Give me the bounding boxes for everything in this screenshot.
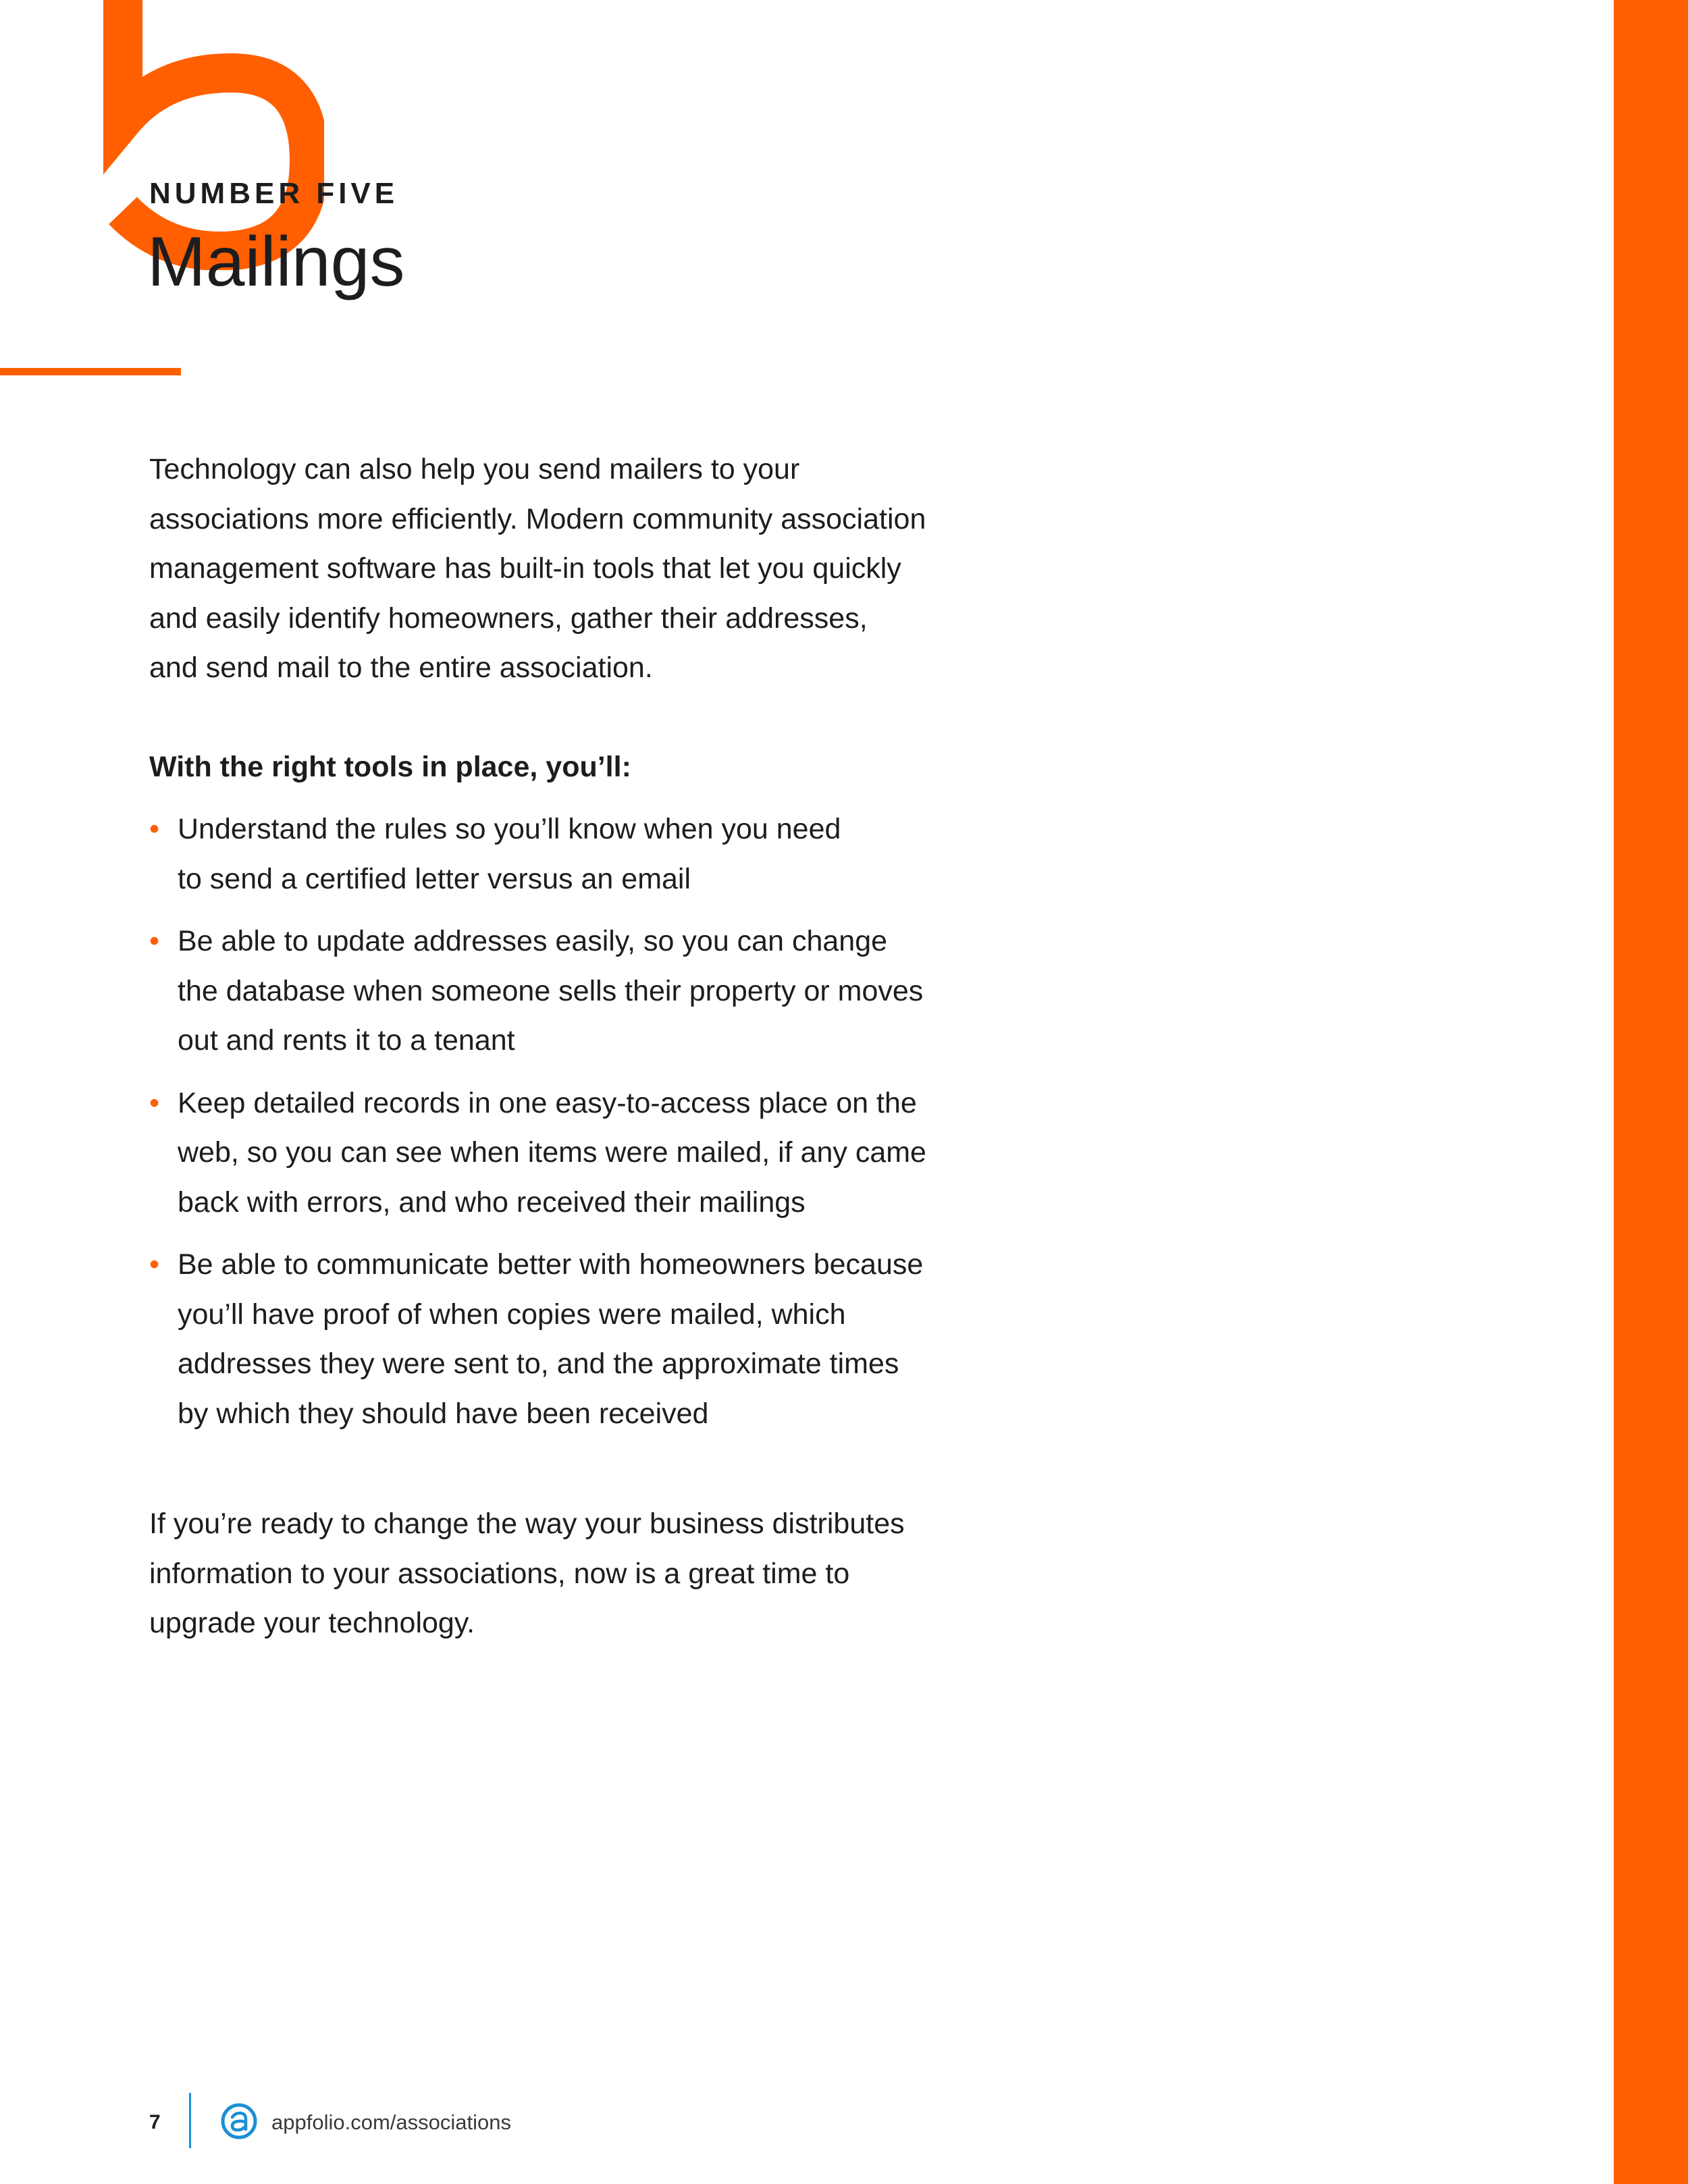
text-line: and send mail to the entire association. (149, 651, 653, 684)
text-line: associations more efficiently. Modern community association (149, 502, 926, 535)
list-item (149, 917, 1047, 1066)
text-line: by which they should have been received (178, 1397, 709, 1430)
text-line: Be able to update addresses easily, so you can change (178, 925, 888, 957)
page-number: 7 (149, 2111, 161, 2133)
page-title: Mailings (147, 223, 405, 301)
text-line: back with errors, and who received their mailings (178, 1186, 806, 1219)
footer-divider (189, 2093, 191, 2148)
list-item (149, 1079, 1047, 1228)
bullet-icon: • (149, 925, 160, 957)
text-line: addresses they were sent to, and the approximate times (178, 1348, 899, 1380)
text-line: upgrade your technology. (149, 1607, 475, 1639)
text-line: If you’re ready to change the way your business distributes (149, 1508, 905, 1540)
bullet-icon: • (149, 1086, 160, 1119)
footer-url[interactable]: appfolio.com/associations (271, 2110, 511, 2134)
bullet-icon: • (149, 1248, 160, 1281)
list-item (149, 805, 1047, 904)
text-line: you’ll have proof of when copies were mailed, which (178, 1298, 846, 1331)
text-line: Understand the rules so you’ll know when you need (178, 813, 841, 845)
text-line: Be able to communicate better with homeowners because (178, 1248, 924, 1281)
list-lead-in: With the right tools in place, you’ll: (149, 751, 631, 783)
text-line: the database when someone sells their property or moves (178, 974, 924, 1007)
bullet-icon: • (149, 813, 160, 845)
text-line: Keep detailed records in one easy-to-access place on the (178, 1086, 917, 1119)
intro-paragraph (149, 445, 1047, 693)
text-line: to send a certified letter versus an email (178, 862, 691, 895)
text-line: out and rents it to a tenant (178, 1024, 515, 1057)
section-eyebrow: NUMBER FIVE (149, 177, 399, 210)
text-line: management software has built-in tools that let you quickly (149, 552, 901, 585)
text-line: Technology can also help you send mailers to your (149, 453, 800, 485)
text-line: web, so you can see when items were mailed, if any came (178, 1136, 926, 1169)
closing-paragraph (149, 1499, 1047, 1649)
text-line: information to your associations, now is a great time to (149, 1557, 850, 1590)
accent-rule (0, 368, 181, 375)
list-item (149, 1240, 1047, 1439)
appfolio-logo-icon (220, 2102, 258, 2140)
orange-side-band (1614, 0, 1688, 2184)
benefits-list (149, 805, 1047, 1451)
text-line: and easily identify homeowners, gather their addresses, (149, 602, 868, 635)
